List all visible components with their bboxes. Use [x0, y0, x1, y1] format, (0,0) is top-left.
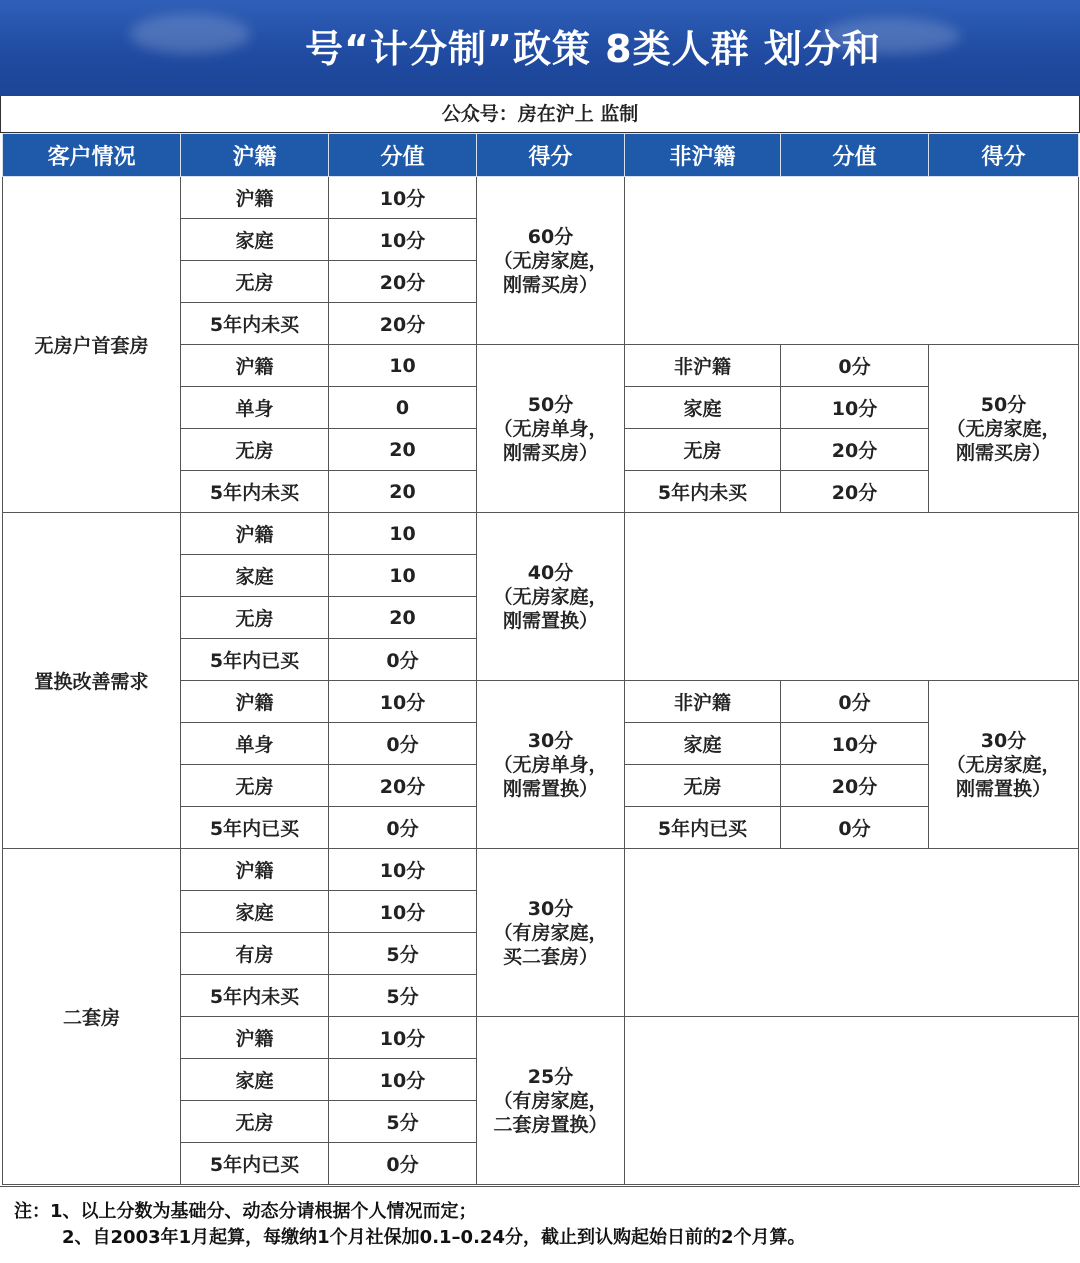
- hu-item-label: 单身: [181, 723, 329, 765]
- non-item-value: 20分: [781, 765, 929, 807]
- hu-item-value: 20: [329, 471, 477, 513]
- hu-item-label: 沪籍: [181, 849, 329, 891]
- hu-item-label: 5年内未买: [181, 975, 329, 1017]
- category-cell: 无房户首套房: [3, 177, 181, 513]
- hu-item-label: 沪籍: [181, 177, 329, 219]
- hu-total-score: [477, 345, 625, 513]
- non-item-label: 5年内已买: [625, 807, 781, 849]
- hu-item-label: 有房: [181, 933, 329, 975]
- hu-item-label: 无房: [181, 597, 329, 639]
- hu-item-value: 10分: [329, 891, 477, 933]
- hu-total-score: [477, 681, 625, 849]
- col-header: 客户情况: [3, 134, 181, 177]
- score-line: 二套房置换）: [493, 1113, 608, 1136]
- hu-item-value: 20: [329, 597, 477, 639]
- col-header: 分值: [329, 134, 477, 177]
- hu-item-label: 沪籍: [181, 513, 329, 555]
- col-header: 得分: [477, 134, 625, 177]
- hu-total-score: [477, 1017, 625, 1185]
- hu-item-value: 0分: [329, 807, 477, 849]
- hu-item-label: 5年内已买: [181, 639, 329, 681]
- score-line: 刚需买房）: [955, 441, 1051, 464]
- title-banner: [0, 0, 1080, 96]
- hu-item-value: 20分: [329, 261, 477, 303]
- score-line: 50分: [980, 393, 1027, 416]
- score-line: 30分: [980, 729, 1027, 752]
- hu-item-label: 沪籍: [181, 1017, 329, 1059]
- non-item-label: 非沪籍: [625, 345, 781, 387]
- footnote-1: 注：1、以上分数为基础分、动态分请根据个人情况而定；: [14, 1201, 477, 1222]
- hu-item-label: 家庭: [181, 555, 329, 597]
- hu-item-label: 5年内未买: [181, 303, 329, 345]
- table-row: [3, 177, 1079, 219]
- subtitle: 公众号：房在沪上 监制: [0, 96, 1080, 133]
- score-line: 刚需置换）: [955, 777, 1051, 800]
- score-line: 25分: [527, 1065, 574, 1088]
- non-item-value: 20分: [781, 429, 929, 471]
- hu-item-label: 家庭: [181, 891, 329, 933]
- score-table: [2, 133, 1079, 1185]
- hu-item-value: 5分: [329, 975, 477, 1017]
- hu-item-label: 单身: [181, 387, 329, 429]
- col-header: 得分: [929, 134, 1079, 177]
- hu-item-value: 10分: [329, 177, 477, 219]
- non-item-label: 无房: [625, 429, 781, 471]
- category-cell: 置换改善需求: [3, 513, 181, 849]
- hu-total-score: [477, 177, 625, 345]
- hu-item-value: 10: [329, 345, 477, 387]
- non-item-value: 0分: [781, 345, 929, 387]
- hu-item-value: 0分: [329, 723, 477, 765]
- score-line: （有房家庭，: [493, 921, 608, 944]
- table-body: [3, 177, 1079, 1185]
- table-row: [3, 513, 1079, 555]
- empty-block: [625, 513, 1079, 681]
- hu-item-value: 10: [329, 513, 477, 555]
- score-line: 刚需买房）: [502, 273, 598, 296]
- empty-block: [625, 177, 1079, 345]
- score-line: 买二套房）: [502, 945, 598, 968]
- hu-item-value: 0: [329, 387, 477, 429]
- score-line: 30分: [527, 729, 574, 752]
- non-total-score: [929, 345, 1079, 513]
- non-item-value: 10分: [781, 387, 929, 429]
- hu-item-value: 10分: [329, 849, 477, 891]
- hu-item-value: 5分: [329, 1101, 477, 1143]
- score-line: （无房家庭，: [946, 753, 1061, 776]
- hu-item-value: 10分: [329, 1059, 477, 1101]
- non-item-value: 0分: [781, 807, 929, 849]
- score-line: 刚需买房）: [502, 441, 598, 464]
- score-line: 30分: [527, 897, 574, 920]
- hu-item-label: 无房: [181, 261, 329, 303]
- category-cell: 二套房: [3, 849, 181, 1185]
- score-line: （无房家庭，: [493, 585, 608, 608]
- hu-item-label: 沪籍: [181, 681, 329, 723]
- table-row: [3, 849, 1079, 891]
- col-header: 非沪籍: [625, 134, 781, 177]
- empty-block: [625, 1017, 1079, 1185]
- score-line: 刚需置换）: [502, 777, 598, 800]
- hu-item-label: 5年内已买: [181, 807, 329, 849]
- hu-item-label: 家庭: [181, 1059, 329, 1101]
- hu-item-value: 20: [329, 429, 477, 471]
- non-item-label: 非沪籍: [625, 681, 781, 723]
- non-item-label: 家庭: [625, 387, 781, 429]
- non-item-value: 20分: [781, 471, 929, 513]
- non-item-label: 5年内未买: [625, 471, 781, 513]
- col-header: 沪籍: [181, 134, 329, 177]
- score-line: （有房家庭，: [493, 1089, 608, 1112]
- hu-item-label: 沪籍: [181, 345, 329, 387]
- score-line: （无房单身，: [493, 417, 608, 440]
- hu-item-value: 0分: [329, 639, 477, 681]
- hu-item-value: 10分: [329, 681, 477, 723]
- col-header: 分值: [781, 134, 929, 177]
- hu-item-label: 5年内已买: [181, 1143, 329, 1185]
- footnotes: [0, 1186, 1080, 1263]
- hu-item-value: 10: [329, 555, 477, 597]
- non-item-value: 0分: [781, 681, 929, 723]
- score-line: 40分: [527, 561, 574, 584]
- non-item-label: 家庭: [625, 723, 781, 765]
- banner-title-wrap: [0, 22, 1080, 76]
- hu-item-label: 无房: [181, 429, 329, 471]
- non-item-value: 10分: [781, 723, 929, 765]
- footnote-2: 2、自2003年1月起算，每缴纳1个月社保加0.1–0.24分，截止到认购起始日前的2个月算。: [62, 1227, 806, 1248]
- empty-block: [625, 849, 1079, 1017]
- non-total-score: [929, 681, 1079, 849]
- score-line: （无房家庭，: [946, 417, 1061, 440]
- hu-item-value: 10分: [329, 219, 477, 261]
- hu-item-label: 无房: [181, 1101, 329, 1143]
- hu-item-label: 无房: [181, 765, 329, 807]
- score-line: 50分: [527, 393, 574, 416]
- hu-item-value: 0分: [329, 1143, 477, 1185]
- hu-item-label: 家庭: [181, 219, 329, 261]
- score-line: 刚需置换）: [502, 609, 598, 632]
- hu-item-value: 20分: [329, 303, 477, 345]
- banner-title: 号“计分制”政策 8类人群 划分和: [305, 27, 881, 71]
- hu-item-value: 10分: [329, 1017, 477, 1059]
- score-line: （无房家庭，: [493, 249, 608, 272]
- score-line: （无房单身，: [493, 753, 608, 776]
- hu-item-label: 5年内未买: [181, 471, 329, 513]
- hu-item-value: 5分: [329, 933, 477, 975]
- hu-item-value: 20分: [329, 765, 477, 807]
- score-line: 60分: [527, 225, 574, 248]
- non-item-label: 无房: [625, 765, 781, 807]
- header-row: [3, 134, 1079, 177]
- hu-total-score: [477, 513, 625, 681]
- hu-total-score: [477, 849, 625, 1017]
